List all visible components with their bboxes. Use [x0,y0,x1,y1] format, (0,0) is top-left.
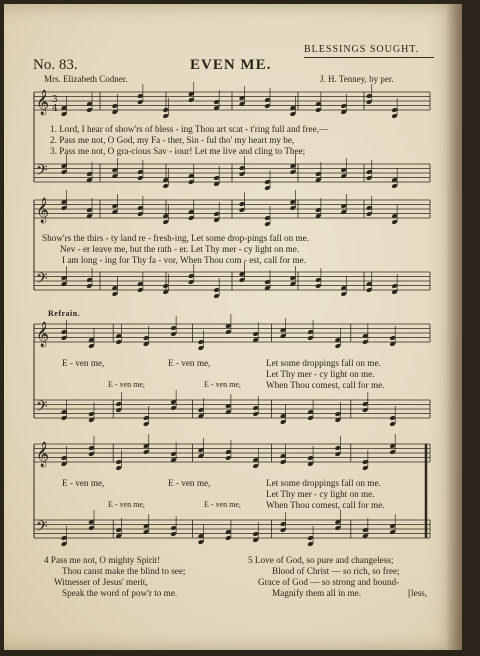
lyric-line: Nev - er leave me, but the rath - er. Let Thy mer - cy light on me. [60,244,300,254]
lyric-line: 2. Pass me not, O God, my Fa - ther, Sin - ful tho' my heart my be, [50,135,295,145]
treble-clef: 𝄞 [36,198,50,223]
lyric-line: I am long - ing for Thy fa - vor, When Thou com - est, call for me. [62,255,307,265]
time-signature: 4 [52,104,58,114]
section-heading: BLESSINGS SOUGHT. [304,44,420,55]
verse-5-line: Magnify them all in me. [272,588,362,598]
verse-5-line: Blood of Christ — so rich, so free; [272,566,400,576]
verse-4-line: Speak the word of pow'r to me. [62,588,178,598]
bass-clef: 𝄢 [36,270,48,291]
hymn-title: EVEN ME. [190,57,272,73]
verse-4-line: Witnesser of Jesus' merit, [54,577,148,587]
verse-5-line: 5 Love of God, so pure and changeless; [248,555,394,565]
lyric-line: 3. Pass me not, O gra-cious Sav - iour! Let me live and cling to Thee; [50,146,306,156]
verse-5-line: [less, [408,588,428,598]
bracket-line: Let Thy mer - cy light on me. [266,369,375,379]
refrain-bass-lyric: E - ven me, [204,500,241,509]
music-notation [4,4,462,650]
bass-clef: 𝄢 [36,398,48,419]
treble-clef: 𝄞 [36,442,50,467]
bracket-line: When Thou comest, call for me. [266,500,385,510]
hymnal-page [4,4,462,650]
time-signature: 3 [52,95,58,105]
refrain-bass-lyric: E - ven me, [204,380,241,389]
bass-clef: 𝄢 [36,162,48,183]
refrain-bass-lyric: E - ven me, [108,380,145,389]
refrain-lyric: E - ven me, [168,478,211,488]
refrain-label: Refrain. [48,309,81,318]
lyric-line: 1. Lord, I hear of show'rs of bless - ing Thou art scat - t'ring full and free,— [50,124,329,134]
treble-clef: 𝄞 [36,90,50,115]
hymn-number: No. 83. [33,57,78,73]
refrain-lyric: E - ven me, [62,358,105,368]
bracket-line: Let some droppings fall on me. [266,358,381,368]
refrain-lyric: E - ven me, [62,478,105,488]
bass-clef: 𝄢 [36,518,48,539]
bracket-line: Let some droppings fall on me. [266,478,381,488]
lyric-line: Show'rs the thirs - ty land re - fresh-ing, Let some drop-pings fall on me. [42,233,310,243]
bracket-line: When Thou comest, call for me. [266,380,385,390]
verse-4-line: Thou canst make the blind to see; [62,566,186,576]
refrain-lyric: E - ven me, [168,358,211,368]
lyricist-credit: Mrs. Elizabeth Codner. [44,74,128,84]
composer-credit: J. H. Tenney, by per. [320,74,394,84]
refrain-bass-lyric: E - ven me, [108,500,145,509]
verse-5-line: Grace of God — so strong and bound- [258,577,400,587]
verse-4-line: 4 Pass me not, O mighty Spirit! [44,555,161,565]
treble-clef: 𝄞 [36,322,50,347]
bracket-line: Let Thy mer - cy light on me. [266,489,375,499]
